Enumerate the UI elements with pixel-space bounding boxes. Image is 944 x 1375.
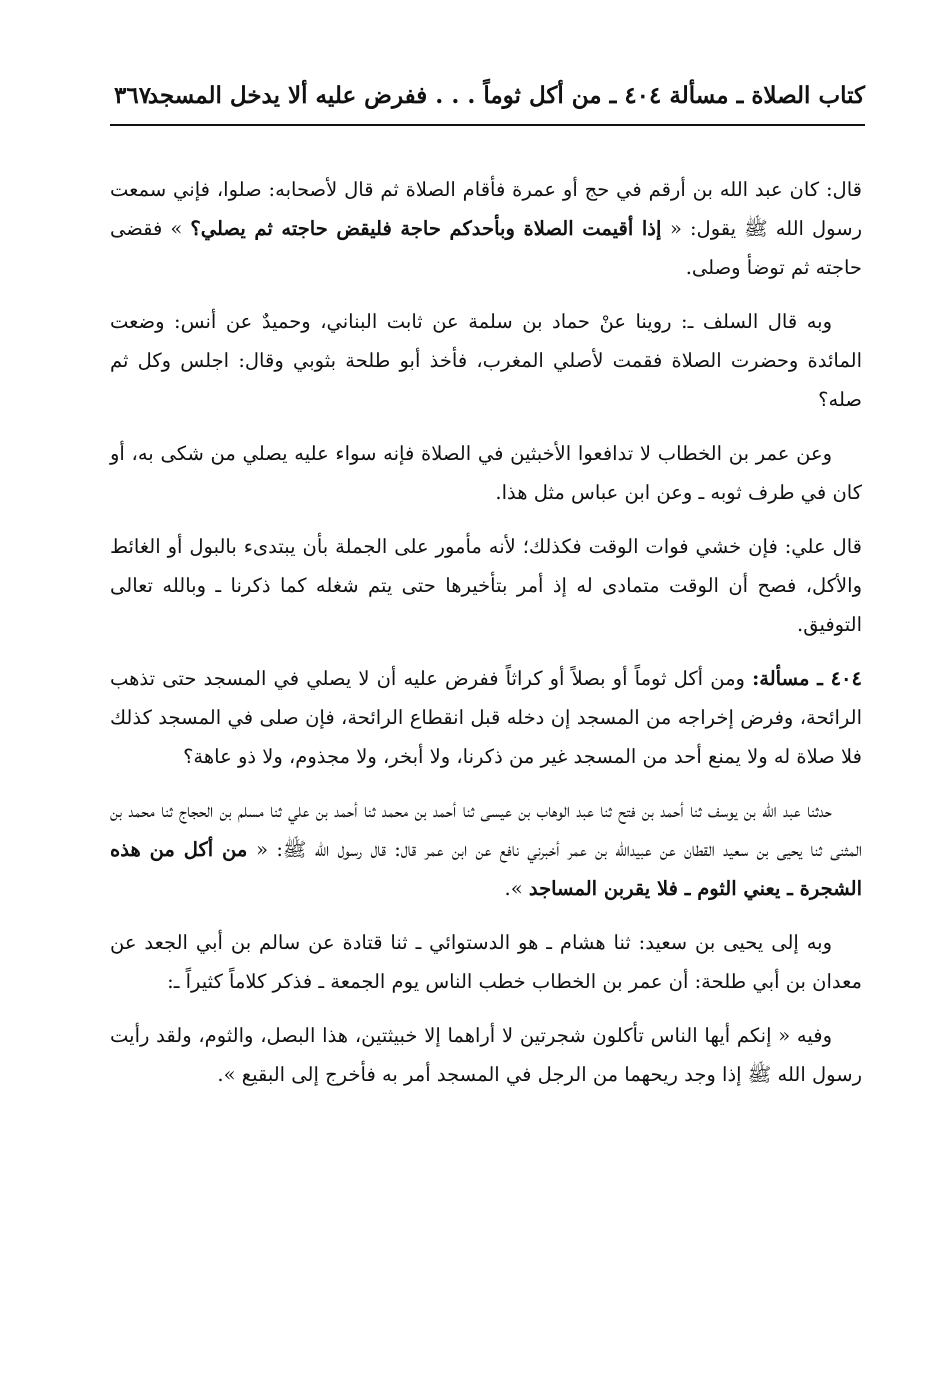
paragraph-3 <box>110 434 862 512</box>
text: » فقضى حاجته ثم توضأ وصلى. <box>110 217 862 279</box>
header-rule <box>110 124 865 126</box>
paragraph-7 <box>110 923 862 1001</box>
text: قال علي: فإن خشي فوات الوقت فكذلك؛ لأنه مأمور على الجملة بأن يبتدىء بالبول أو الغائط والأكل، فصح أن الوقت متمادى له إذ أمر بتأخيرها حتى يتم شغله كما ذكرنا ـ وبالله تعالى التوفيق. <box>110 535 862 636</box>
page-header <box>110 78 865 118</box>
text: وبه قال السلف ـ: روينا عنْ حماد بن سلمة عن ثابت البناني، وحميدٌ عن أنس: وضعت المائدة وحضرت الصلاة فقمت لأصلي المغرب، فأخذ أبو طلحة بثوبي وقال: اجلس وكل ثم صله؟ <box>110 310 862 411</box>
text: ». <box>504 877 529 900</box>
text: حدثنا عبد الله بن يوسف ثنا أحمد بن فتح ثنا عبد الوهاب بن عيسى ثنا أحمد بن محمد ثنا أحمد بن علي ثنا مسلم بن الحجاج ثنا محمد بن المثنى ثنا يحيى بن سعيد القطان عن عبيدالله بن عمر أخبرني نافع عن ابن عمر قال: قال رسول الله ﷺ: « <box>110 799 862 861</box>
hadith-quote: إذا أقيمت الصلاة وبأحدكم حاجة فليقض حاجته ثم يصلي؟ <box>190 217 671 240</box>
running-head: كتاب الصلاة ـ مسألة ٤٠٤ ـ من أكل ثوماً . . . ففرض عليه ألا يدخل المسجد <box>147 82 865 109</box>
hadith-quote: من أكل من هذه الشجرة ـ يعني الثوم ـ فلا يقربن المساجد <box>110 838 862 900</box>
text: ومن أكل ثوماً أو بصلاً أو كراثاً ففرض عليه أن لا يصلي في المسجد حتى تذهب الرائحة، وفرض إخراجه من المسجد إن دخله قبل انقطاع الرائحة، فإن صلى في المسجد كذلك فلا صلاة له ولا يمنع أحد من المسجد غير من ذكرنا، ولا أبخر، ولا مجذوم، ولا ذو عاهة؟ <box>110 667 862 768</box>
body-text <box>110 170 862 1109</box>
paragraph-2 <box>110 302 862 419</box>
text: وفيه « إنكم أيها الناس تأكلون شجرتين لا أراهما إلا خبيثتين، هذا البصل، والثوم، ولقد رأيت رسول الله ﷺ إذا وجد ريحهما من الرجل في المسجد أمر به فأخرج إلى البقيع ». <box>110 1024 862 1086</box>
text: وعن عمر بن الخطاب لا تدافعوا الأخبثين في الصلاة فإنه سواء عليه يصلي من شكى به، أو كان في طرف ثوبه ـ وعن ابن عباس مثل هذا. <box>110 442 862 504</box>
page-number: ٣٦٧ <box>114 82 152 109</box>
paragraph-4 <box>110 527 862 644</box>
paragraph-1 <box>110 170 862 287</box>
text: قال: كان عبد الله بن أرقم في حج أو عمرة فأقام الصلاة ثم قال لأصحابه: صلوا، فإني سمعت رسول الله ﷺ يقول: « <box>110 178 862 240</box>
text: وبه إلى يحيى بن سعيد: ثنا هشام ـ هو الدستوائي ـ ثنا قتادة عن سالم بن أبي الجعد عن معدان بن أبي طلحة: أن عمر بن الخطاب خطب الناس يوم الجمعة ـ فذكر كلاماً كثيراً ـ: <box>110 931 862 993</box>
paragraph-6 <box>110 791 862 908</box>
paragraph-8 <box>110 1016 862 1094</box>
paragraph-masala-404 <box>110 659 862 776</box>
masala-label: ٤٠٤ ـ مسألة: <box>752 667 862 690</box>
